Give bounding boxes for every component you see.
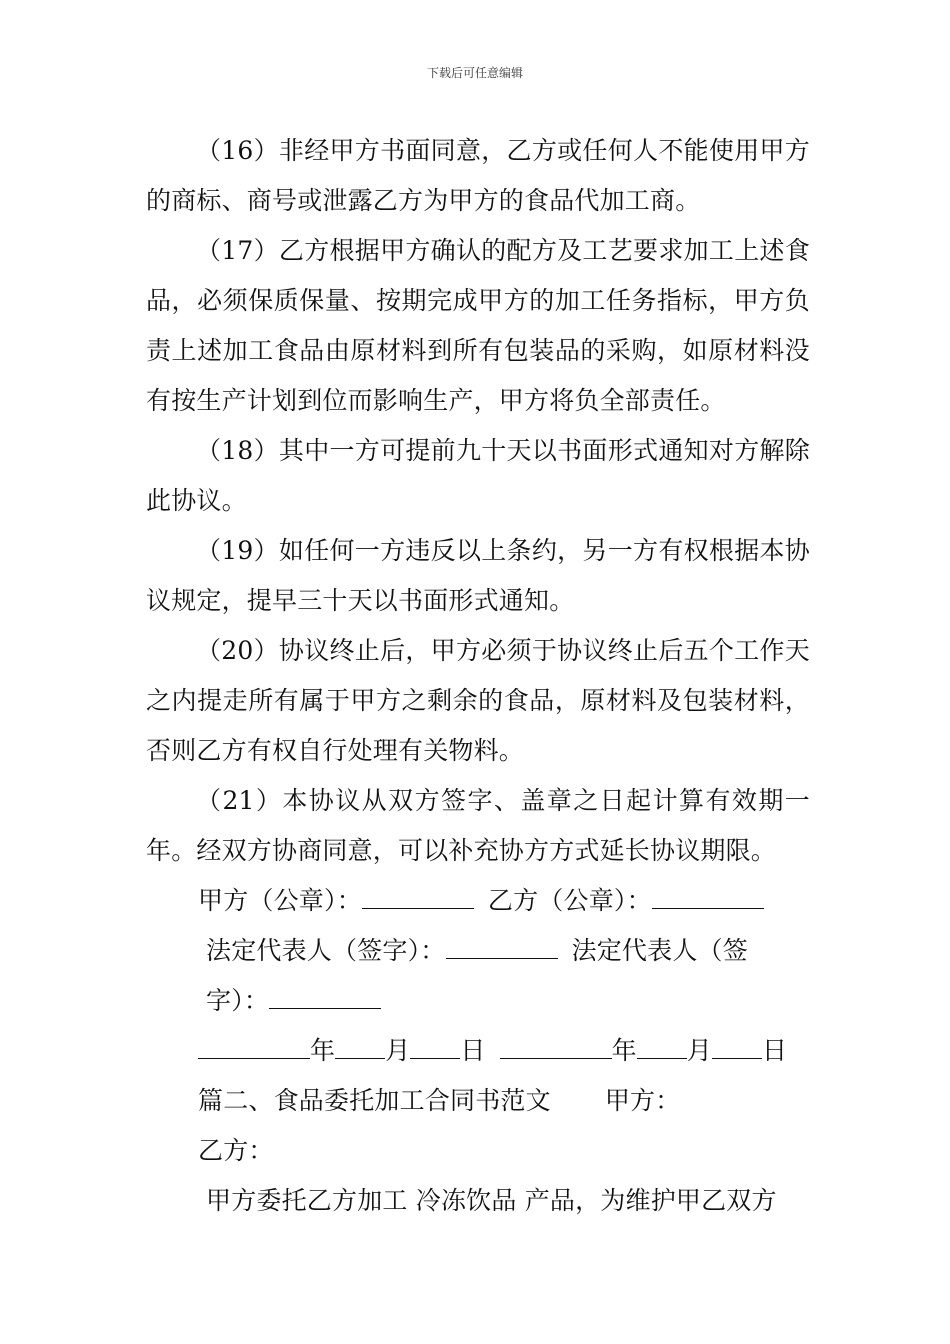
rep-b-label: 法定代表人（签字）： (206, 936, 748, 1015)
rep-a-blank (446, 930, 558, 959)
date-a-year-blank (198, 1030, 310, 1059)
date-a-year-label: 年 (310, 1036, 336, 1065)
clause-19: （19）如任何一方违反以上条约，另一方有权根据本协议规定，提早三十天以书面形式通知。 (146, 536, 810, 615)
section2-intro: 甲方委托乙方加工 冷冻饮品 产品，为维护甲乙双方 (206, 1186, 777, 1215)
page-header-note: 下载后可任意编辑 (426, 66, 523, 80)
date-line (146, 1026, 810, 1076)
section2-party-b: 乙方： (198, 1136, 274, 1165)
section2-party-a: 甲方： (604, 1086, 681, 1115)
section2-title-line (146, 1076, 810, 1126)
date-a-month-blank (335, 1030, 385, 1059)
date-b-day-blank (712, 1030, 762, 1059)
clause-16: （16）非经甲方书面同意，乙方或任何人不能使用甲方的商标、商号或泄露乙方为甲方的食品代加工商。 (146, 136, 810, 215)
document-body (146, 126, 810, 1226)
party-b-seal-blank (652, 880, 764, 909)
section2-title: 篇二、食品委托加工合同书范文 (198, 1086, 551, 1115)
clause-18: （18）其中一方可提前九十天以书面形式通知对方解除此协议。 (146, 436, 810, 515)
date-b-day-label: 日 (762, 1036, 788, 1065)
date-b-month-label: 月 (686, 1036, 713, 1065)
date-a-month-label: 月 (385, 1036, 411, 1065)
date-b-year-blank (500, 1030, 612, 1059)
date-a-day-label: 日 (460, 1036, 486, 1065)
date-b-year-label: 年 (611, 1036, 637, 1065)
party-a-seal-blank (362, 880, 474, 909)
date-b-month-blank (637, 1030, 687, 1059)
clause-20: （20）协议终止后，甲方必须于协议终止后五个工作天之内提走所有属于甲方之剩余的食品，原材料及包装材料，否则乙方有权自行处理有关物料。 (146, 636, 810, 765)
seal-line (146, 876, 810, 926)
clause-21: （21）本协议从双方签字、盖章之日起计算有效期一年。经双方协商同意，可以补充协方方式延长协议期限。 (146, 786, 810, 865)
date-a-day-blank (410, 1030, 460, 1059)
representative-line (146, 926, 810, 1026)
rep-a-label: 法定代表人（签字）： (206, 936, 446, 965)
party-a-seal-label: 甲方（公章）： (198, 886, 362, 915)
rep-b-blank (269, 980, 381, 1009)
party-b-seal-label: 乙方（公章）： (487, 886, 652, 915)
clause-17: （17）乙方根据甲方确认的配方及工艺要求加工上述食品，必须保质保量、按期完成甲方的加工任务指标，甲方负责上述加工食品由原材料到所有包装品的采购，如原材料没有按生产计划到位而影响生产，甲方将负全部责任。 (146, 236, 810, 415)
